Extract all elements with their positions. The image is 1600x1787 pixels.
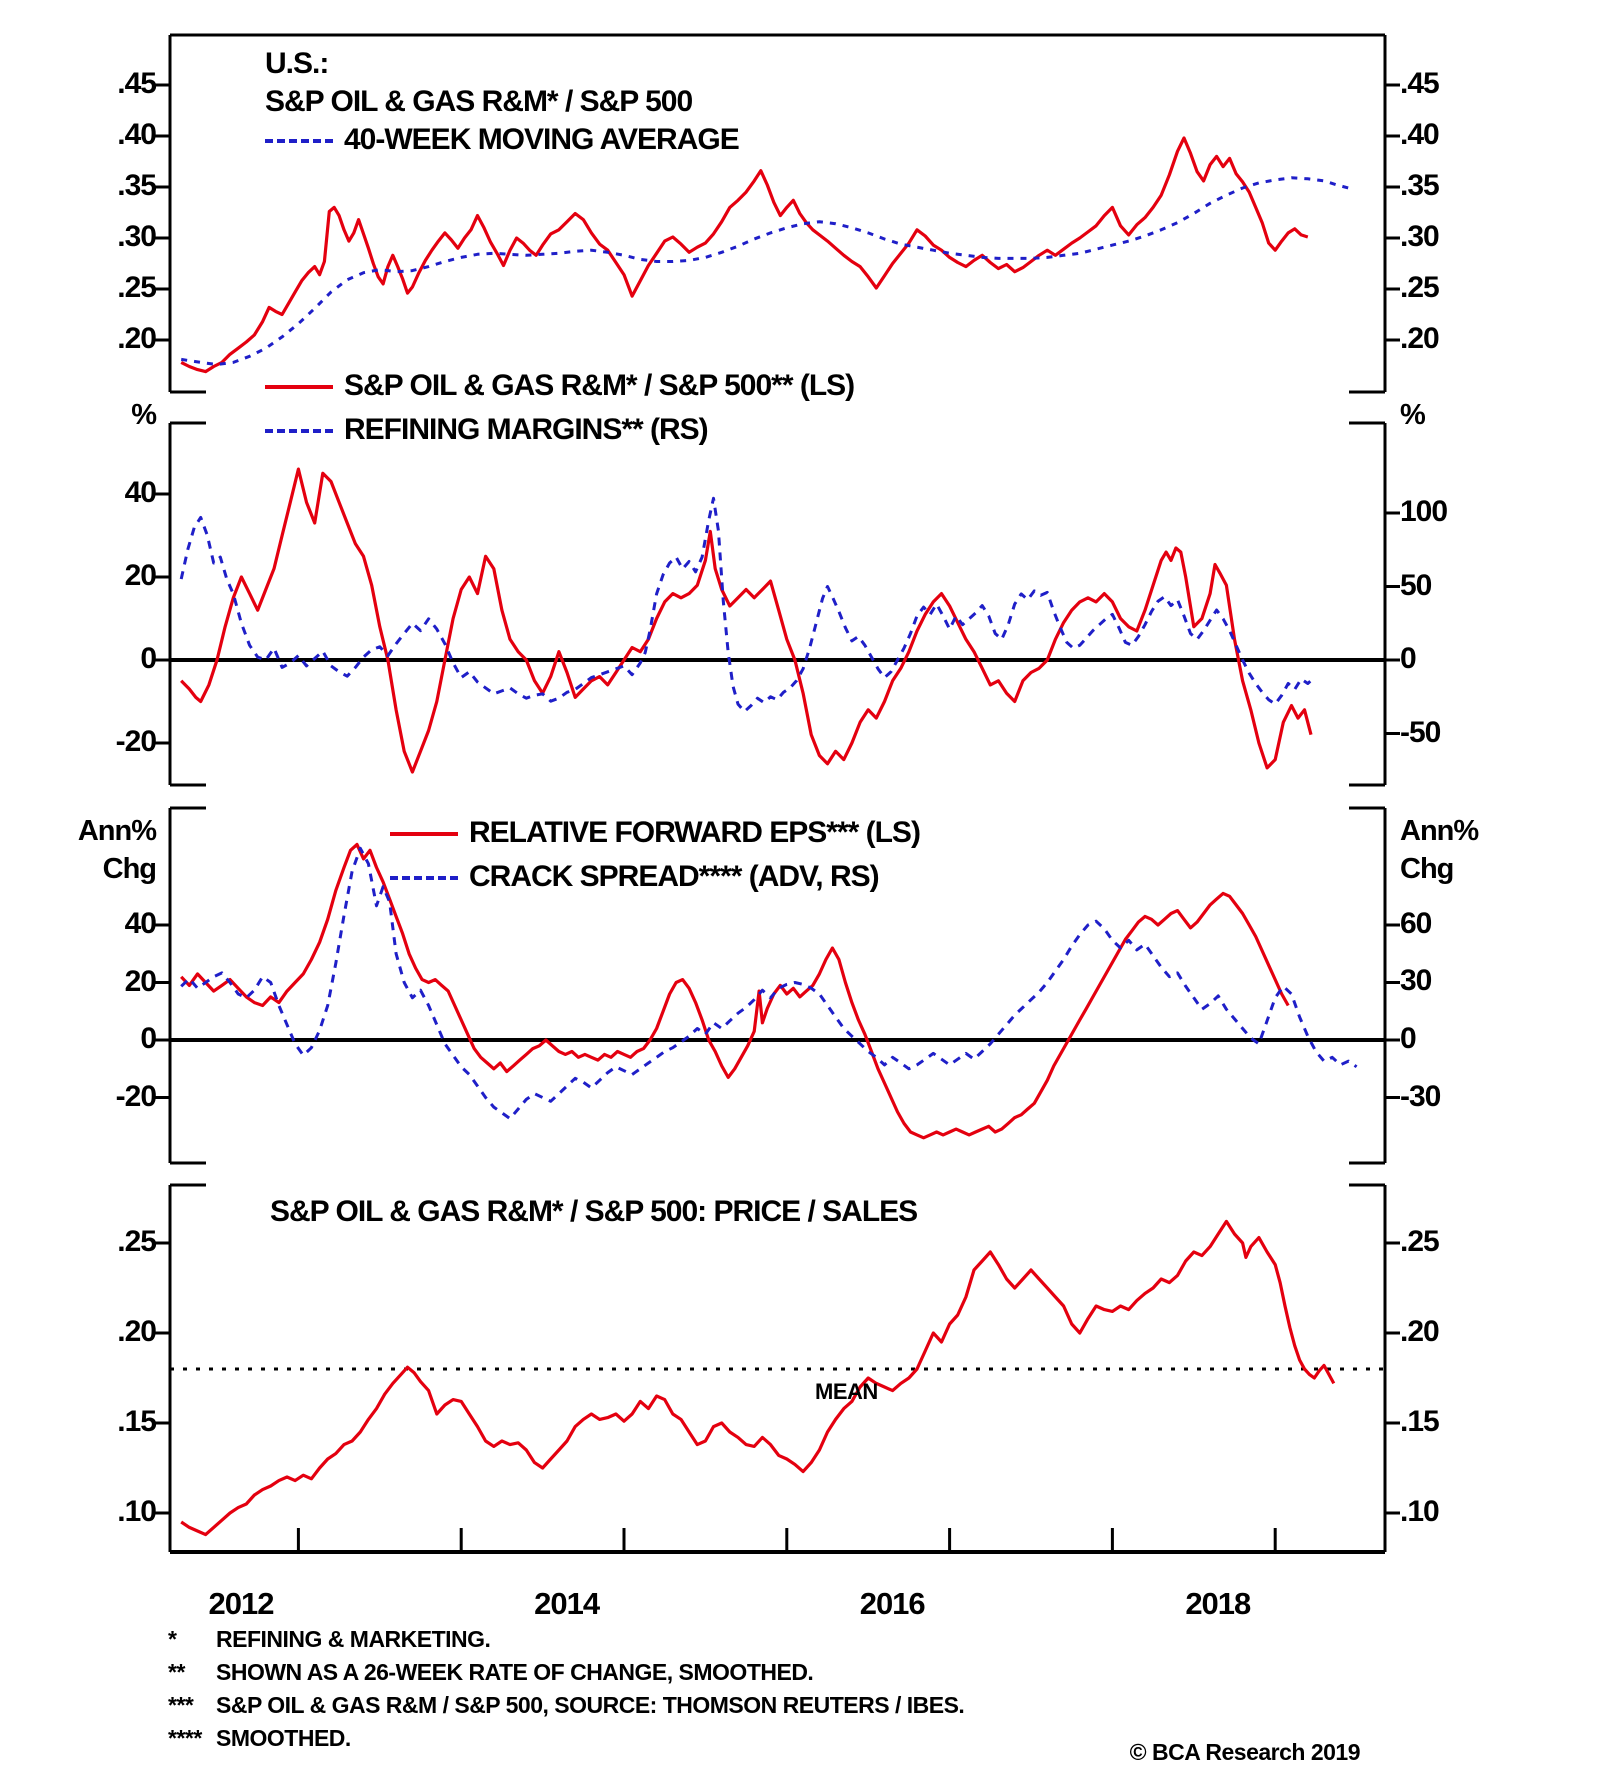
series-line-blue-relative-price (181, 178, 1348, 365)
y-tick-label-right: .20 (1400, 1315, 1439, 1348)
y-tick-label-right: 60 (1400, 906, 1432, 940)
panel2-legend-item-ls: S&P OIL & GAS R&M* / S&P 500** (LS) (344, 369, 855, 402)
panel2-right-unit-label: % (1400, 399, 1425, 431)
y-tick-label-right: .25 (1400, 271, 1439, 304)
series-line-red-price-sales (181, 1221, 1334, 1534)
footnote-1-marker: * (168, 1626, 177, 1652)
footnote-2-marker: ** (168, 1659, 185, 1685)
footnote-3 (168, 1692, 964, 1719)
y-tick-label-right: .30 (1400, 220, 1439, 253)
y-tick-label-left: .20 (117, 1315, 156, 1348)
y-tick-label-right: .25 (1400, 1225, 1439, 1258)
y-tick-label-right: .35 (1400, 169, 1439, 202)
y-tick-label-right: 0 (1400, 1022, 1416, 1055)
y-tick-label-left: .45 (117, 67, 156, 100)
panel1-legend-item-ratio: S&P OIL & GAS R&M* / S&P 500 (265, 85, 693, 118)
y-tick-label-right: .40 (1400, 118, 1439, 151)
y-tick-label-right: .10 (1400, 1495, 1439, 1528)
series-line-red-roc-vs-margins (181, 469, 1311, 772)
footnote-4-text: SMOOTHED. (216, 1725, 351, 1751)
panel3-legend-item-crack: CRACK SPREAD**** (ADV, RS) (469, 860, 879, 893)
y-tick-label-left: 20 (124, 964, 156, 998)
panel1-legend-swatch-ma-icon (265, 139, 333, 143)
y-tick-label-left: 0 (140, 1022, 156, 1055)
panel3-legend-swatch-eps-icon (390, 832, 458, 836)
y-tick-label-right: .15 (1400, 1405, 1439, 1438)
x-axis-year-label: 2014 (534, 1586, 600, 1621)
y-tick-label-left: .15 (117, 1405, 156, 1438)
y-tick-label-left: -20 (115, 1079, 156, 1113)
y-tick-label-right: -30 (1400, 1079, 1441, 1113)
y-tick-label-left: 0 (140, 642, 156, 675)
y-tick-label-left: .35 (117, 169, 156, 202)
panel2-legend-swatch-ls-icon (265, 385, 333, 389)
panel3-left-unit-line1: Ann% (77, 815, 156, 847)
panel1-legend-item-ma: 40-WEEK MOVING AVERAGE (344, 123, 739, 156)
panel2-legend-item-rs: REFINING MARGINS** (RS) (344, 413, 708, 446)
y-tick-label-right: 50 (1400, 568, 1432, 602)
y-tick-label-left: .30 (117, 220, 156, 253)
y-tick-label-right: .20 (1400, 322, 1439, 355)
footnote-1-text: REFINING & MARKETING. (216, 1626, 491, 1652)
y-tick-label-left: 40 (124, 476, 156, 509)
footnote-3-marker: *** (168, 1692, 194, 1718)
footnote-1 (168, 1626, 490, 1653)
series-line-red-relative-price (181, 138, 1308, 372)
panel3-legend-swatch-crack-icon (390, 876, 458, 880)
footnote-2 (168, 1659, 813, 1686)
y-tick-label-left: .20 (117, 322, 156, 355)
footnote-2-text: SHOWN AS A 26-WEEK RATE OF CHANGE, SMOOTHED. (216, 1659, 814, 1685)
y-tick-label-right: .45 (1400, 67, 1439, 100)
footnote-3-text: S&P OIL & GAS R&M / S&P 500, SOURCE: THOMSON REUTERS / IBES. (216, 1692, 965, 1718)
copyright-notice: © BCA Research 2019 (1129, 1739, 1360, 1765)
footnote-4 (168, 1725, 351, 1752)
y-tick-label-right: 0 (1400, 642, 1416, 675)
y-tick-label-right: 100 (1400, 495, 1448, 528)
panel3-right-unit-line1: Ann% (1400, 815, 1479, 847)
y-tick-label-left: 20 (124, 559, 156, 592)
y-tick-label-left: .25 (117, 1225, 156, 1258)
y-tick-label-right: 30 (1400, 964, 1432, 998)
y-tick-label-left: .10 (117, 1495, 156, 1528)
y-tick-label-left: -20 (115, 725, 156, 758)
panel4-title: S&P OIL & GAS R&M* / S&P 500: PRICE / SALES (270, 1195, 918, 1228)
y-tick-label-left: .40 (117, 118, 156, 151)
panel3-right-unit-line2: Chg (1400, 853, 1454, 885)
y-tick-label-left: 40 (124, 907, 156, 940)
panel2-legend-swatch-rs-icon (265, 429, 333, 433)
panel1-legend-title: U.S.: (265, 47, 329, 80)
footnote-4-marker: **** (168, 1725, 202, 1751)
y-tick-label-right: -50 (1400, 715, 1441, 749)
x-axis-year-label: 2018 (1185, 1586, 1251, 1621)
panel3-legend-item-eps: RELATIVE FORWARD EPS*** (LS) (469, 816, 920, 849)
y-tick-label-left: .25 (117, 271, 156, 304)
x-axis-year-label: 2012 (208, 1586, 274, 1621)
panel2-left-unit-label: % (131, 399, 156, 431)
x-axis-year-label: 2016 (859, 1586, 925, 1621)
mean-label: MEAN (815, 1379, 878, 1404)
panel3-left-unit-line2: Chg (102, 853, 156, 885)
